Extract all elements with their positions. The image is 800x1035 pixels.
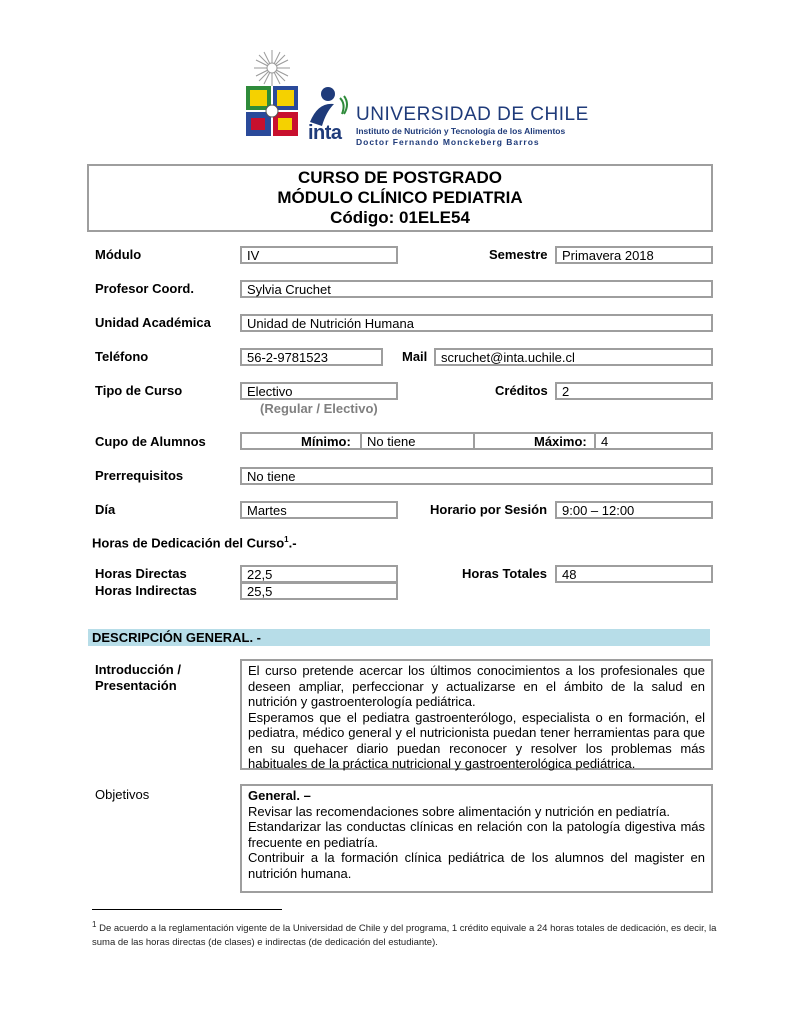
tipo-hint: (Regular / Electivo) xyxy=(260,401,378,416)
telefono-field[interactable]: 56-2-9781523 xyxy=(240,348,383,366)
objetivos-text-box[interactable] xyxy=(240,784,713,893)
dia-label: Día xyxy=(95,502,116,517)
horas-title-suffix: .- xyxy=(288,535,297,551)
horas-title xyxy=(92,535,297,550)
footnote-text: De acuerdo a la reglamentación vigente de la Universidad de Chile y del programa, 1 crédito equivale a 24 horas totales de dedicación, es decir, la suma de las horas directas (de clases) e indirectas (de dedicación del estudiante). xyxy=(92,923,717,949)
modulo-field[interactable]: IV xyxy=(240,246,398,264)
horas-title-text: Horas de Dedicación del Curso xyxy=(92,535,285,551)
footnote xyxy=(92,918,717,950)
inta-logo-text: inta xyxy=(308,122,342,144)
doctor-name: Doctor Fernando Monckeberg Barros xyxy=(356,137,540,147)
objetivos-paragraph-3: Contribuir a la formación clínica pediátrica de los alumnos del magister en nutrición humana. xyxy=(248,850,705,881)
prerreq-field[interactable]: No tiene xyxy=(240,467,713,485)
university-name: UNIVERSIDAD DE CHILE xyxy=(356,104,589,125)
mail-label: Mail xyxy=(402,349,428,364)
totales-field[interactable]: 48 xyxy=(555,565,713,583)
university-logo xyxy=(242,48,302,148)
objetivos-label: Objetivos xyxy=(95,787,150,802)
creditos-label: Créditos xyxy=(495,383,548,398)
footnote-separator xyxy=(92,909,282,910)
totales-label: Horas Totales xyxy=(462,566,548,581)
footnote-ref[interactable]: 1 xyxy=(284,535,289,544)
cupo-label: Cupo de Alumnos xyxy=(95,434,206,449)
semestre-field[interactable]: Primavera 2018 xyxy=(555,246,713,264)
modulo-label: Módulo xyxy=(95,247,142,262)
intro-text-box[interactable] xyxy=(240,659,713,770)
semestre-label: Semestre xyxy=(489,247,548,262)
course-code: Código: 01ELE54 xyxy=(330,208,470,227)
prerreq-label: Prerrequisitos xyxy=(95,468,184,483)
intro-label-2: Presentación xyxy=(95,678,177,693)
minimo-field[interactable]: No tiene xyxy=(360,432,475,450)
intro-paragraph-1: El curso pretende acercar los últimos conocimientos a los profesionales que deseen ampliar, perfeccionar y actualizarse en el ámbito de la salud en nutrición y gastroenterología pediátrica. xyxy=(248,663,705,709)
horario-field[interactable]: 9:00 – 12:00 xyxy=(555,501,713,519)
telefono-label: Teléfono xyxy=(95,349,149,364)
directas-label: Horas Directas xyxy=(95,566,187,581)
tipo-field[interactable]: Electivo xyxy=(240,382,398,400)
directas-field[interactable]: 22,5 xyxy=(240,565,398,583)
maximo-field[interactable]: 4 xyxy=(594,432,713,450)
profesor-field[interactable]: Sylvia Cruchet xyxy=(240,280,713,298)
objetivos-paragraph-1: Revisar las recomendaciones sobre alimentación y nutrición en pediatría. xyxy=(248,803,670,819)
indirectas-label: Horas Indirectas xyxy=(95,583,197,598)
objetivos-heading: General. – xyxy=(248,788,311,803)
mail-field[interactable]: scruchet@inta.uchile.cl xyxy=(434,348,713,366)
objetivos-paragraph-2: Estandarizar las conductas clínicas en relación con la patología digestiva más frecuente en pediatría. xyxy=(248,819,705,850)
institute-name: Instituto de Nutrición y Tecnología de los Alimentos xyxy=(356,126,566,136)
profesor-label: Profesor Coord. xyxy=(95,281,194,296)
unidad-label: Unidad Académica xyxy=(95,315,211,330)
maximo-label: Máximo: xyxy=(534,434,587,449)
dia-field[interactable]: Martes xyxy=(240,501,398,519)
indirectas-field[interactable]: 25,5 xyxy=(240,582,398,600)
inta-logo xyxy=(300,86,352,148)
unidad-field[interactable]: Unidad de Nutrición Humana xyxy=(240,314,713,332)
section-header: DESCRIPCIÓN GENERAL. - xyxy=(88,629,710,646)
course-title-line2: MÓDULO CLÍNICO PEDIATRIA xyxy=(277,188,523,207)
tipo-label: Tipo de Curso xyxy=(95,383,183,398)
intro-paragraph-2: Esperamos que el pediatra gastroenterólogo, especialista o en formación, el pediatra, médico general y el nutricionista puedan tener herramientas para que en su quehacer diario puedan reconocer y resolver los problemas más habituales de la práctica nutricional y gastroenterológica pediátrica. xyxy=(248,709,705,771)
horario-label: Horario por Sesión xyxy=(430,502,548,517)
creditos-field[interactable]: 2 xyxy=(555,382,713,400)
course-title-line1: CURSO DE POSTGRADO xyxy=(297,168,503,187)
footnote-mark: 1 xyxy=(92,920,97,929)
intro-label-1: Introducción / xyxy=(95,662,181,677)
minimo-label: Mínimo: xyxy=(301,434,351,449)
course-title-box xyxy=(87,164,713,232)
